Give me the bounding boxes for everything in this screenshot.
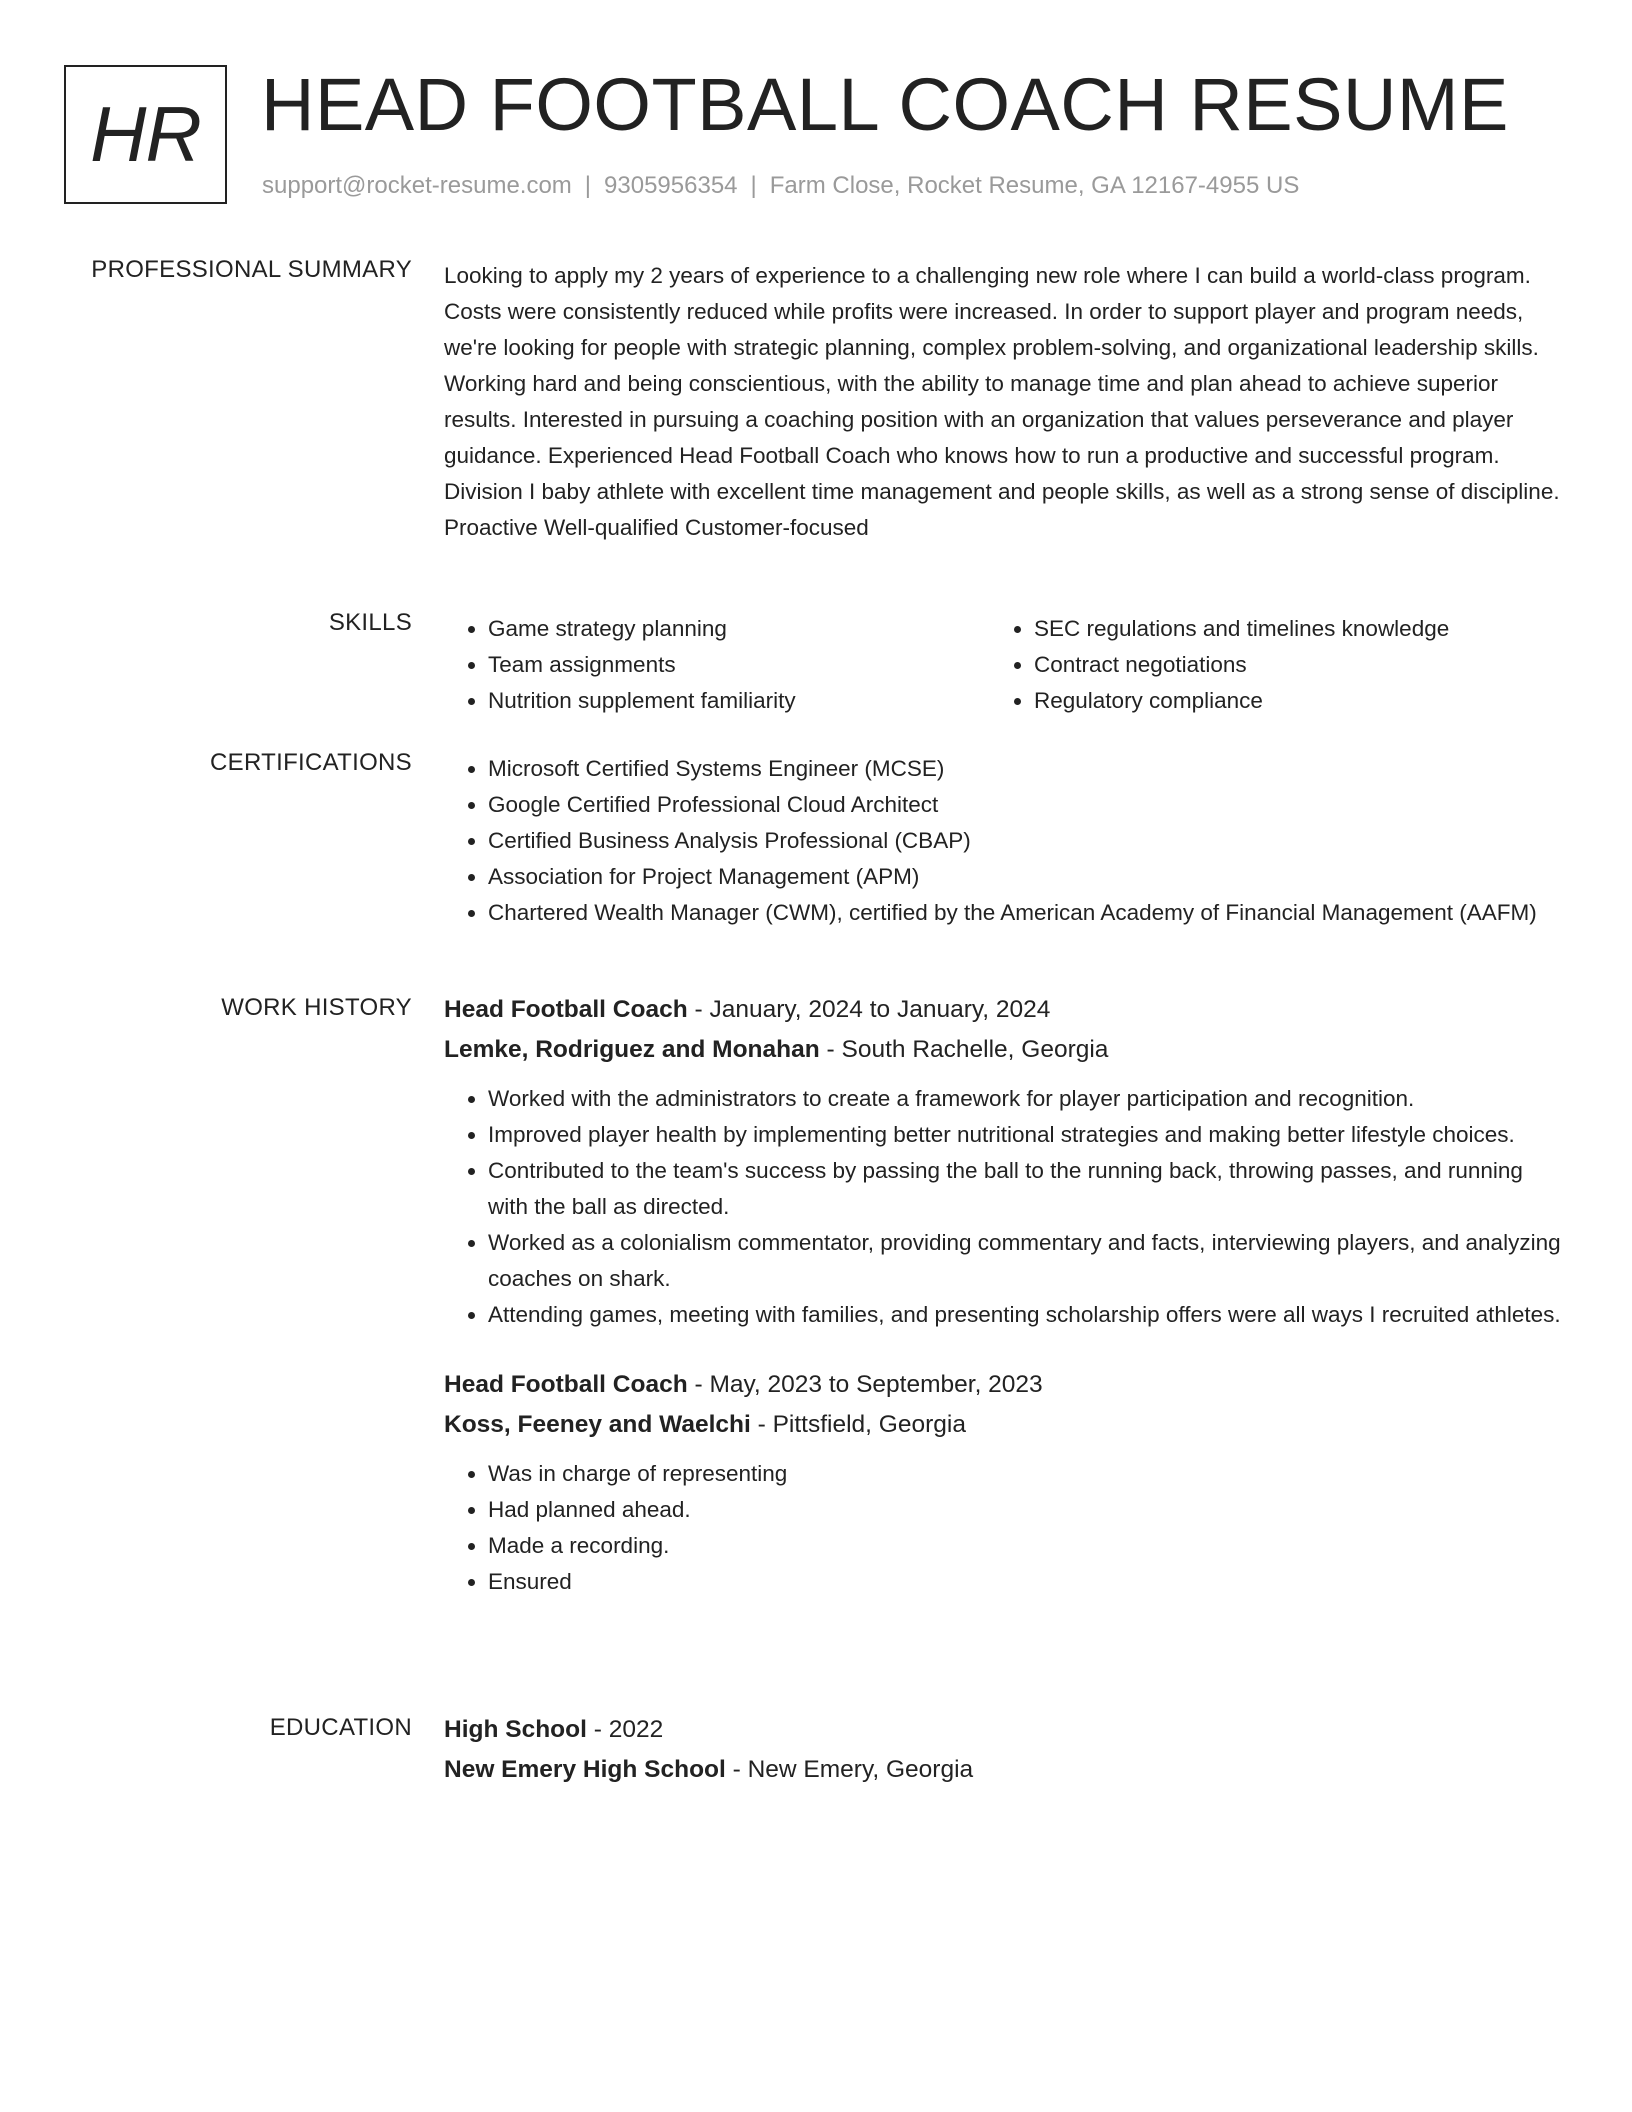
contact-separator: | [584, 172, 592, 199]
job-bullet: • Worked as a colonialism commentator, providing commentary and facts, interviewing players, and analyzing coaches on shark. [488, 1225, 1564, 1297]
certifications-body [444, 751, 1564, 931]
contact-phone[interactable]: 9305956354 [604, 172, 738, 199]
job-title: Head Football Coach [444, 1371, 688, 1398]
job-location: - South Rachelle, Georgia [819, 1036, 1109, 1063]
education-degree: High School [444, 1716, 587, 1743]
job-title-line [444, 990, 1564, 1030]
resume-title: HEAD FOOTBALL COACH RESUME [261, 63, 1509, 146]
job-bullet: • Contributed to the team's success by passing the ball to the running back, throwing passes, and running with the ball as directed. [488, 1153, 1564, 1225]
job-dates: - January, 2024 to January, 2024 [687, 996, 1051, 1023]
education-school-line [444, 1750, 1564, 1790]
summary-heading: PROFESSIONAL SUMMARY [91, 256, 412, 283]
skills-grid [444, 611, 1564, 719]
contact-address: Farm Close, Rocket Resume, GA 12167-4955 US [769, 172, 1300, 199]
job-location: - Pittsfield, Georgia [750, 1411, 966, 1438]
skill-item: • Game strategy planning [488, 611, 990, 647]
certifications-heading: CERTIFICATIONS [210, 749, 412, 776]
education-heading: EDUCATION [269, 1714, 412, 1741]
skill-item: • SEC regulations and timelines knowledge [1034, 611, 1550, 647]
job-entry [444, 990, 1564, 1333]
skill-item: • Regulatory compliance [1034, 683, 1550, 719]
work-history-heading: WORK HISTORY [221, 994, 412, 1021]
education-location: - New Emery, Georgia [725, 1756, 974, 1783]
skill-item: • Contract negotiations [1034, 647, 1550, 683]
skill-item: • Nutrition supplement familiarity [488, 683, 990, 719]
education-degree-line [444, 1710, 1564, 1750]
job-company-line [444, 1030, 1564, 1070]
job-bullet: • Had planned ahead. [488, 1492, 1564, 1528]
education-school: New Emery High School [444, 1756, 726, 1783]
skills-heading: SKILLS [328, 609, 412, 636]
certifications-list [444, 751, 1564, 931]
work-history-body [444, 990, 1564, 1632]
job-title: Head Football Coach [444, 996, 688, 1023]
summary-body [444, 258, 1564, 546]
job-company: Lemke, Rodriguez and Monahan [444, 1036, 820, 1063]
skill-item: • Team assignments [488, 647, 990, 683]
job-bullet: • Worked with the administrators to create a framework for player participation and recognition. [488, 1081, 1564, 1117]
job-bullet: • Improved player health by implementing better nutritional strategies and making better lifestyle choices. [488, 1117, 1564, 1153]
education-body [444, 1710, 1564, 1790]
job-bullet: • Attending games, meeting with families, and presenting scholarship offers were all ways I recruited athletes. [488, 1297, 1564, 1333]
job-bullet: • Was in charge of representing [488, 1456, 1564, 1492]
certification-item: • Association for Project Management (APM) [488, 859, 1564, 895]
certification-item: • Google Certified Professional Cloud Architect [488, 787, 1564, 823]
skills-column-1 [444, 611, 990, 719]
contact-email[interactable]: support@rocket-resume.com [262, 172, 572, 199]
certification-item: • Certified Business Analysis Professional (CBAP) [488, 823, 1564, 859]
skills-body [444, 611, 1564, 719]
education-year: - 2022 [586, 1716, 664, 1743]
certification-item: • Chartered Wealth Manager (CWM), certified by the American Academy of Financial Management (AAFM) [488, 895, 1564, 931]
job-bullets [444, 1456, 1564, 1600]
contact-separator: | [750, 172, 757, 199]
job-company-line [444, 1405, 1564, 1445]
job-bullet: • Made a recording. [488, 1528, 1564, 1564]
summary-text: Looking to apply my 2 years of experience to a challenging new role where I can build a world-class program. Costs were consistently reduced while profits were increased. In order to support player and program needs, we're looking for people with strategic planning, complex problem-solving, and organizational leadership skills. Working hard and being conscientious, with the ability to manage time and plan ahead to achieve superior results. Interested in pursuing a coaching position with an organization that values perseverance and player guidance. Experienced Head Football Coach who knows how to run a productive and successful program. Division I baby athlete with excellent time management and people skills, as well as a strong sense of discipline. Proactive Well-qualified Customer-focused [444, 263, 1560, 540]
job-company: Koss, Feeney and Waelchi [444, 1411, 751, 1438]
skills-column-2 [990, 611, 1550, 719]
contact-line [262, 172, 1299, 200]
certification-item: • Microsoft Certified Systems Engineer (MCSE) [488, 751, 1564, 787]
resume-header [64, 65, 1564, 215]
job-dates: - May, 2023 to September, 2023 [687, 1371, 1043, 1398]
job-title-line [444, 1365, 1564, 1405]
job-bullets [444, 1081, 1564, 1333]
job-bullet: • Ensured [488, 1564, 1564, 1600]
initials-monogram: HR [64, 65, 227, 204]
job-entry [444, 1365, 1564, 1600]
